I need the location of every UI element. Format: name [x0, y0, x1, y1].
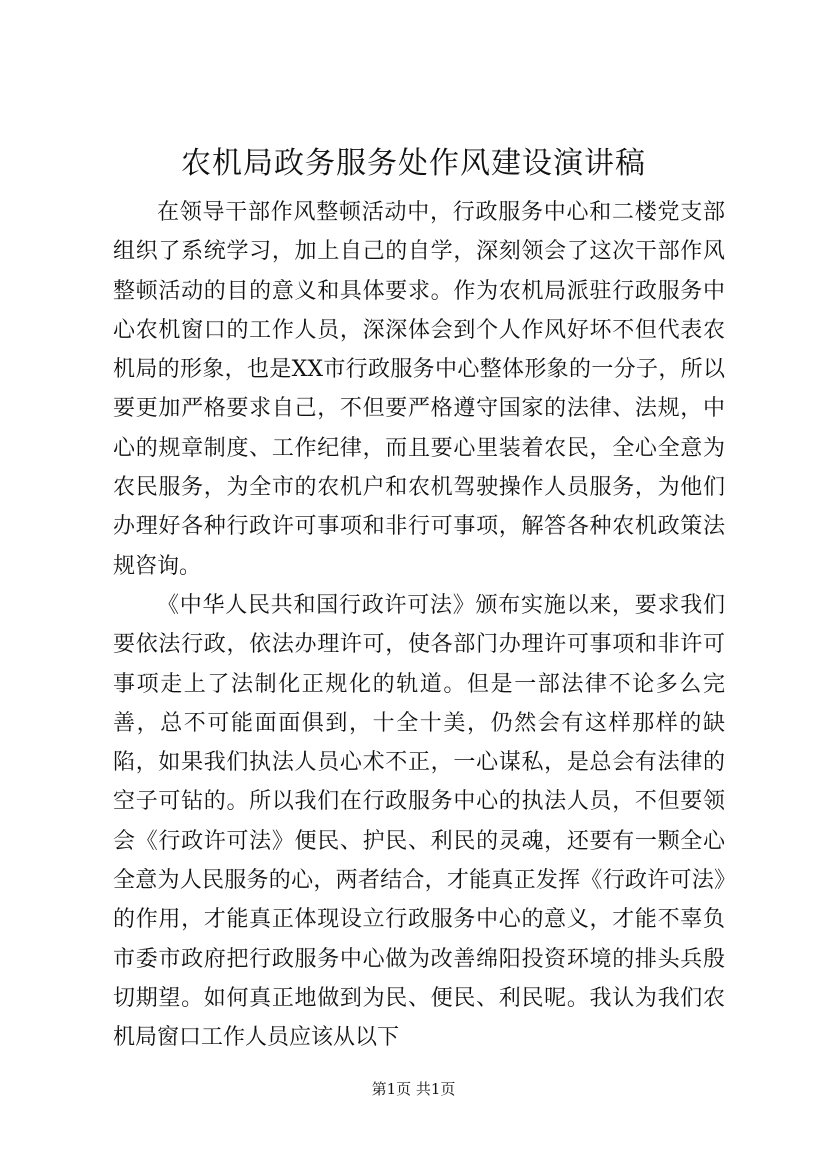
- paragraph-1: 在领导干部作风整顿活动中，行政服务中心和二楼党支部组织了系统学习，加上自己的自学，深刻领会了这次干部作风整顿活动的目的意义和具体要求。作为农机局派驻行政服务中心农机窗口的工作人员，深深体会到个人作风好坏不但代表农机局的形象，也是XX市行政服务中心整体形象的一分子，所以要更加严格要求自己，不但要严格遵守国家的法律、法规，中心的规章制度、工作纪律，而且要心里装着农民，全心全意为农民服务，为全市的农机户和农机驾驶操作人员服务，为他们办理好各种行政许可事项和非行可事项，解答各种农机政策法规咨询。: [113, 200, 725, 579]
- document-title: 农机局政务服务处作风建设演讲稿: [181, 146, 646, 181]
- page-footer: 第1页 共1页: [371, 1080, 456, 1098]
- document-body: [113, 193, 725, 1058]
- paragraph-2: 《中华人民共和国行政许可法》颁布实施以来，要求我们要依法行政，依法办理许可，使各部门办理许可事项和非许可事项走上了法制化正规化的轨道。但是一部法律不论多么完善，总不可能面面俱到，十全十美，仍然会有这样那样的缺陷，如果我们执法人员心术不正，一心谋私，是总会有法律的空子可钻的。所以我们在行政服务中心的执法人员，不但要领会《行政许可法》便民、护民、利民的灵魂，还要有一颗全心全意为人民服务的心，两者结合，才能真正发挥《行政许可法》的作用，才能真正体现设立行政服务中心的意义，才能不辜负市委市政府把行政服务中心做为改善绵阳投资环境的排头兵殷切期望。如何真正地做到为民、便民、利民呢。我认为我们农机局窗口工作人员应该从以下: [113, 592, 725, 1051]
